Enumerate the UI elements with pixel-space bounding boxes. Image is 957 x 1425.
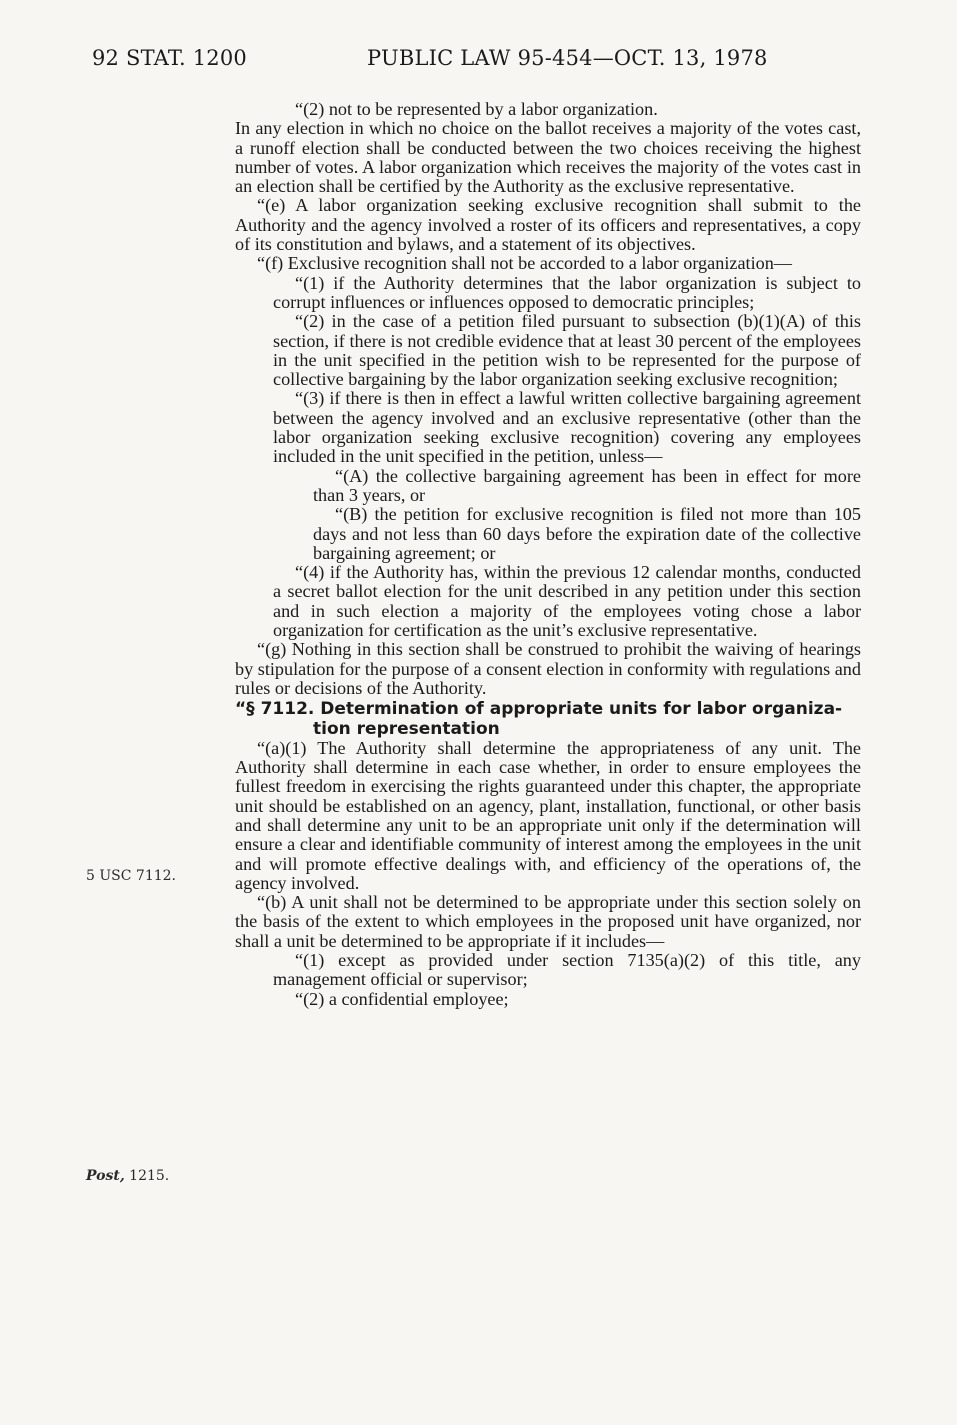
paragraph-7112-b2: “(2) a confidential employee; xyxy=(295,988,509,1009)
margin-note-post xyxy=(86,1168,169,1184)
paragraph-f3b: “(B) the petition for exclusive recognition is filed not more than 105 days and not less than 60 days before the expiration date of the collective bargaining agreement; or xyxy=(313,504,861,563)
paragraph-g: “(g) Nothing in this section shall be construed to prohibit the waiving of hearings by stipulation for the purpose of a consent election in conformity with regulations and rules or decisions of the Authority. xyxy=(235,639,861,698)
paragraph-e: “(e) A labor organization seeking exclusive recognition shall submit to the Authority and the agency involved a roster of its officers and representatives, a copy of its constitution and bylaws, and a statement of its objectives. xyxy=(235,195,861,255)
page-header xyxy=(0,46,957,76)
margin-note-post-label: Post, xyxy=(86,1168,125,1184)
margin-note-usc: 5 USC 7112. xyxy=(86,868,176,884)
paragraph-f4: “(4) if the Authority has, within the previous 12 calendar months, conducted a secret ballot election for the unit described in any petition under this section and in such election a majority of the employees voting chose a labor organization for certification as the unit’s exclusive representative. xyxy=(273,562,861,641)
paragraph-7112-a1: “(a)(1) The Authority shall determine the appropriateness of any unit. The Authority shall determine in each case whether, in order to ensure employees the fullest freedom in exercising the rights guaranteed under this chapter, the appropriate unit should be established on an agency, plant, installation, functional, or other basis and shall determine any unit to be an appropriate unit only if the determination will ensure a clear and identifiable community of interest among the employees in the unit and will promote effective dealings with, and efficiency of the operations of, the agency involved. xyxy=(235,737,861,893)
statute-page-number: 92 STAT. 1200 xyxy=(92,46,247,70)
section-heading xyxy=(235,700,861,739)
running-title: PUBLIC LAW 95-454—OCT. 13, 1978 xyxy=(367,46,768,70)
paragraph-7112-b: “(b) A unit shall not be determined to be appropriate under this section solely on the basis of the extent to which employees in the proposed unit have organized, nor shall a unit be determined to be appropriate if it includes— xyxy=(235,892,861,951)
margin-note-post-page: 1215. xyxy=(129,1168,170,1184)
paragraph-d2: “(2) not to be represented by a labor organization. xyxy=(295,99,658,119)
paragraph-f2: “(2) in the case of a petition filed pursuant to subsection (b)(1)(A) of this section, if there is not credible evidence that at least 30 percent of the employees in the unit specified in the petition wish to be represented for the purpose of collective bargaining by the labor organization seeking exclusive recognition; xyxy=(273,311,861,390)
paragraph-runoff: In any election in which no choice on the ballot receives a majority of the votes cast, a runoff election shall be conducted between the two choices receiving the highest number of votes. A labor organization which receives the majority of the votes cast in an election shall be certified by the Authority as the exclusive representative. xyxy=(235,118,861,197)
section-heading-line2: tion representation xyxy=(313,718,500,739)
paragraph-7112-b1: “(1) except as provided under section 7135(a)(2) of this title, any management official or supervisor; xyxy=(273,950,861,990)
section-heading-line1: “§ 7112. Determination of appropriate units for labor organiza- xyxy=(235,699,843,720)
paragraph-f1: “(1) if the Authority determines that the labor organization is subject to corrupt influences or influences opposed to democratic principles; xyxy=(273,272,861,312)
paragraph-f3: “(3) if there is then in effect a lawful written collective bargaining agreement between the agency involved and an exclusive representative (other than the labor organization seeking exclusive recognition) covering any employees included in the unit specified in the petition, unless— xyxy=(273,388,861,467)
paragraph-f3a: “(A) the collective bargaining agreement has been in effect for more than 3 years, or xyxy=(313,465,861,505)
paragraph-f: “(f) Exclusive recognition shall not be accorded to a labor organization— xyxy=(257,253,792,274)
page-body xyxy=(235,100,861,1009)
